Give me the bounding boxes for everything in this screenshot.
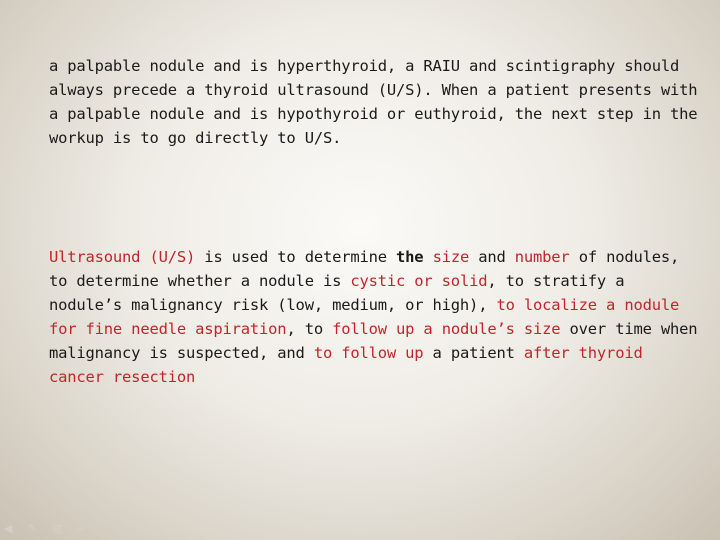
ultrasound-term: Ultrasound (U/S) <box>49 248 196 266</box>
highlight-number: number <box>514 248 570 266</box>
paragraph-workup-text: a palpable nodule and is hyperthyroid, a RAIU and scintigraphy should always precede a thyroid ultrasound (U/S). When a patient presents with a palpable nodule and is hypothyroid or euthyroid, the next step in the workup is to go directly to U/S. <box>49 57 698 147</box>
highlight-localize: to localize a nodule for fine needle aspiration <box>49 296 680 338</box>
highlight-cystic-or-solid: cystic or solid <box>350 272 488 290</box>
menu-icon[interactable]: ▤ <box>52 522 63 535</box>
text-segment: is used to determine <box>195 248 397 266</box>
overlapping-word-the <box>396 245 423 269</box>
word-the: the <box>396 248 424 266</box>
arrow-left-icon[interactable]: ◀ <box>4 522 13 535</box>
text-segment: over time when malignancy is suspected, and <box>49 320 698 362</box>
slideshow-nav <box>4 524 90 534</box>
text-segment: , to <box>286 320 333 338</box>
text-segment: and <box>469 248 515 266</box>
text-segment: of nodules, to determine whether a nodule is <box>49 248 680 290</box>
arrow-right-icon[interactable]: ➜ <box>76 522 86 535</box>
text-segment: a patient <box>423 344 524 362</box>
text-segment: , to stratify a nodule’s malignancy risk (low, medium, or high), <box>49 272 625 314</box>
highlight-size: size <box>432 248 470 266</box>
paragraph-workup <box>49 54 699 150</box>
highlight-follow-up-size: follow up a nodule’s size <box>332 320 561 338</box>
highlight-follow-up: to follow up <box>313 344 424 362</box>
pencil-icon[interactable]: ✎ <box>28 522 38 535</box>
highlight-after-resection: after thyroid cancer resection <box>49 344 643 386</box>
paragraph-ultrasound <box>49 245 699 389</box>
